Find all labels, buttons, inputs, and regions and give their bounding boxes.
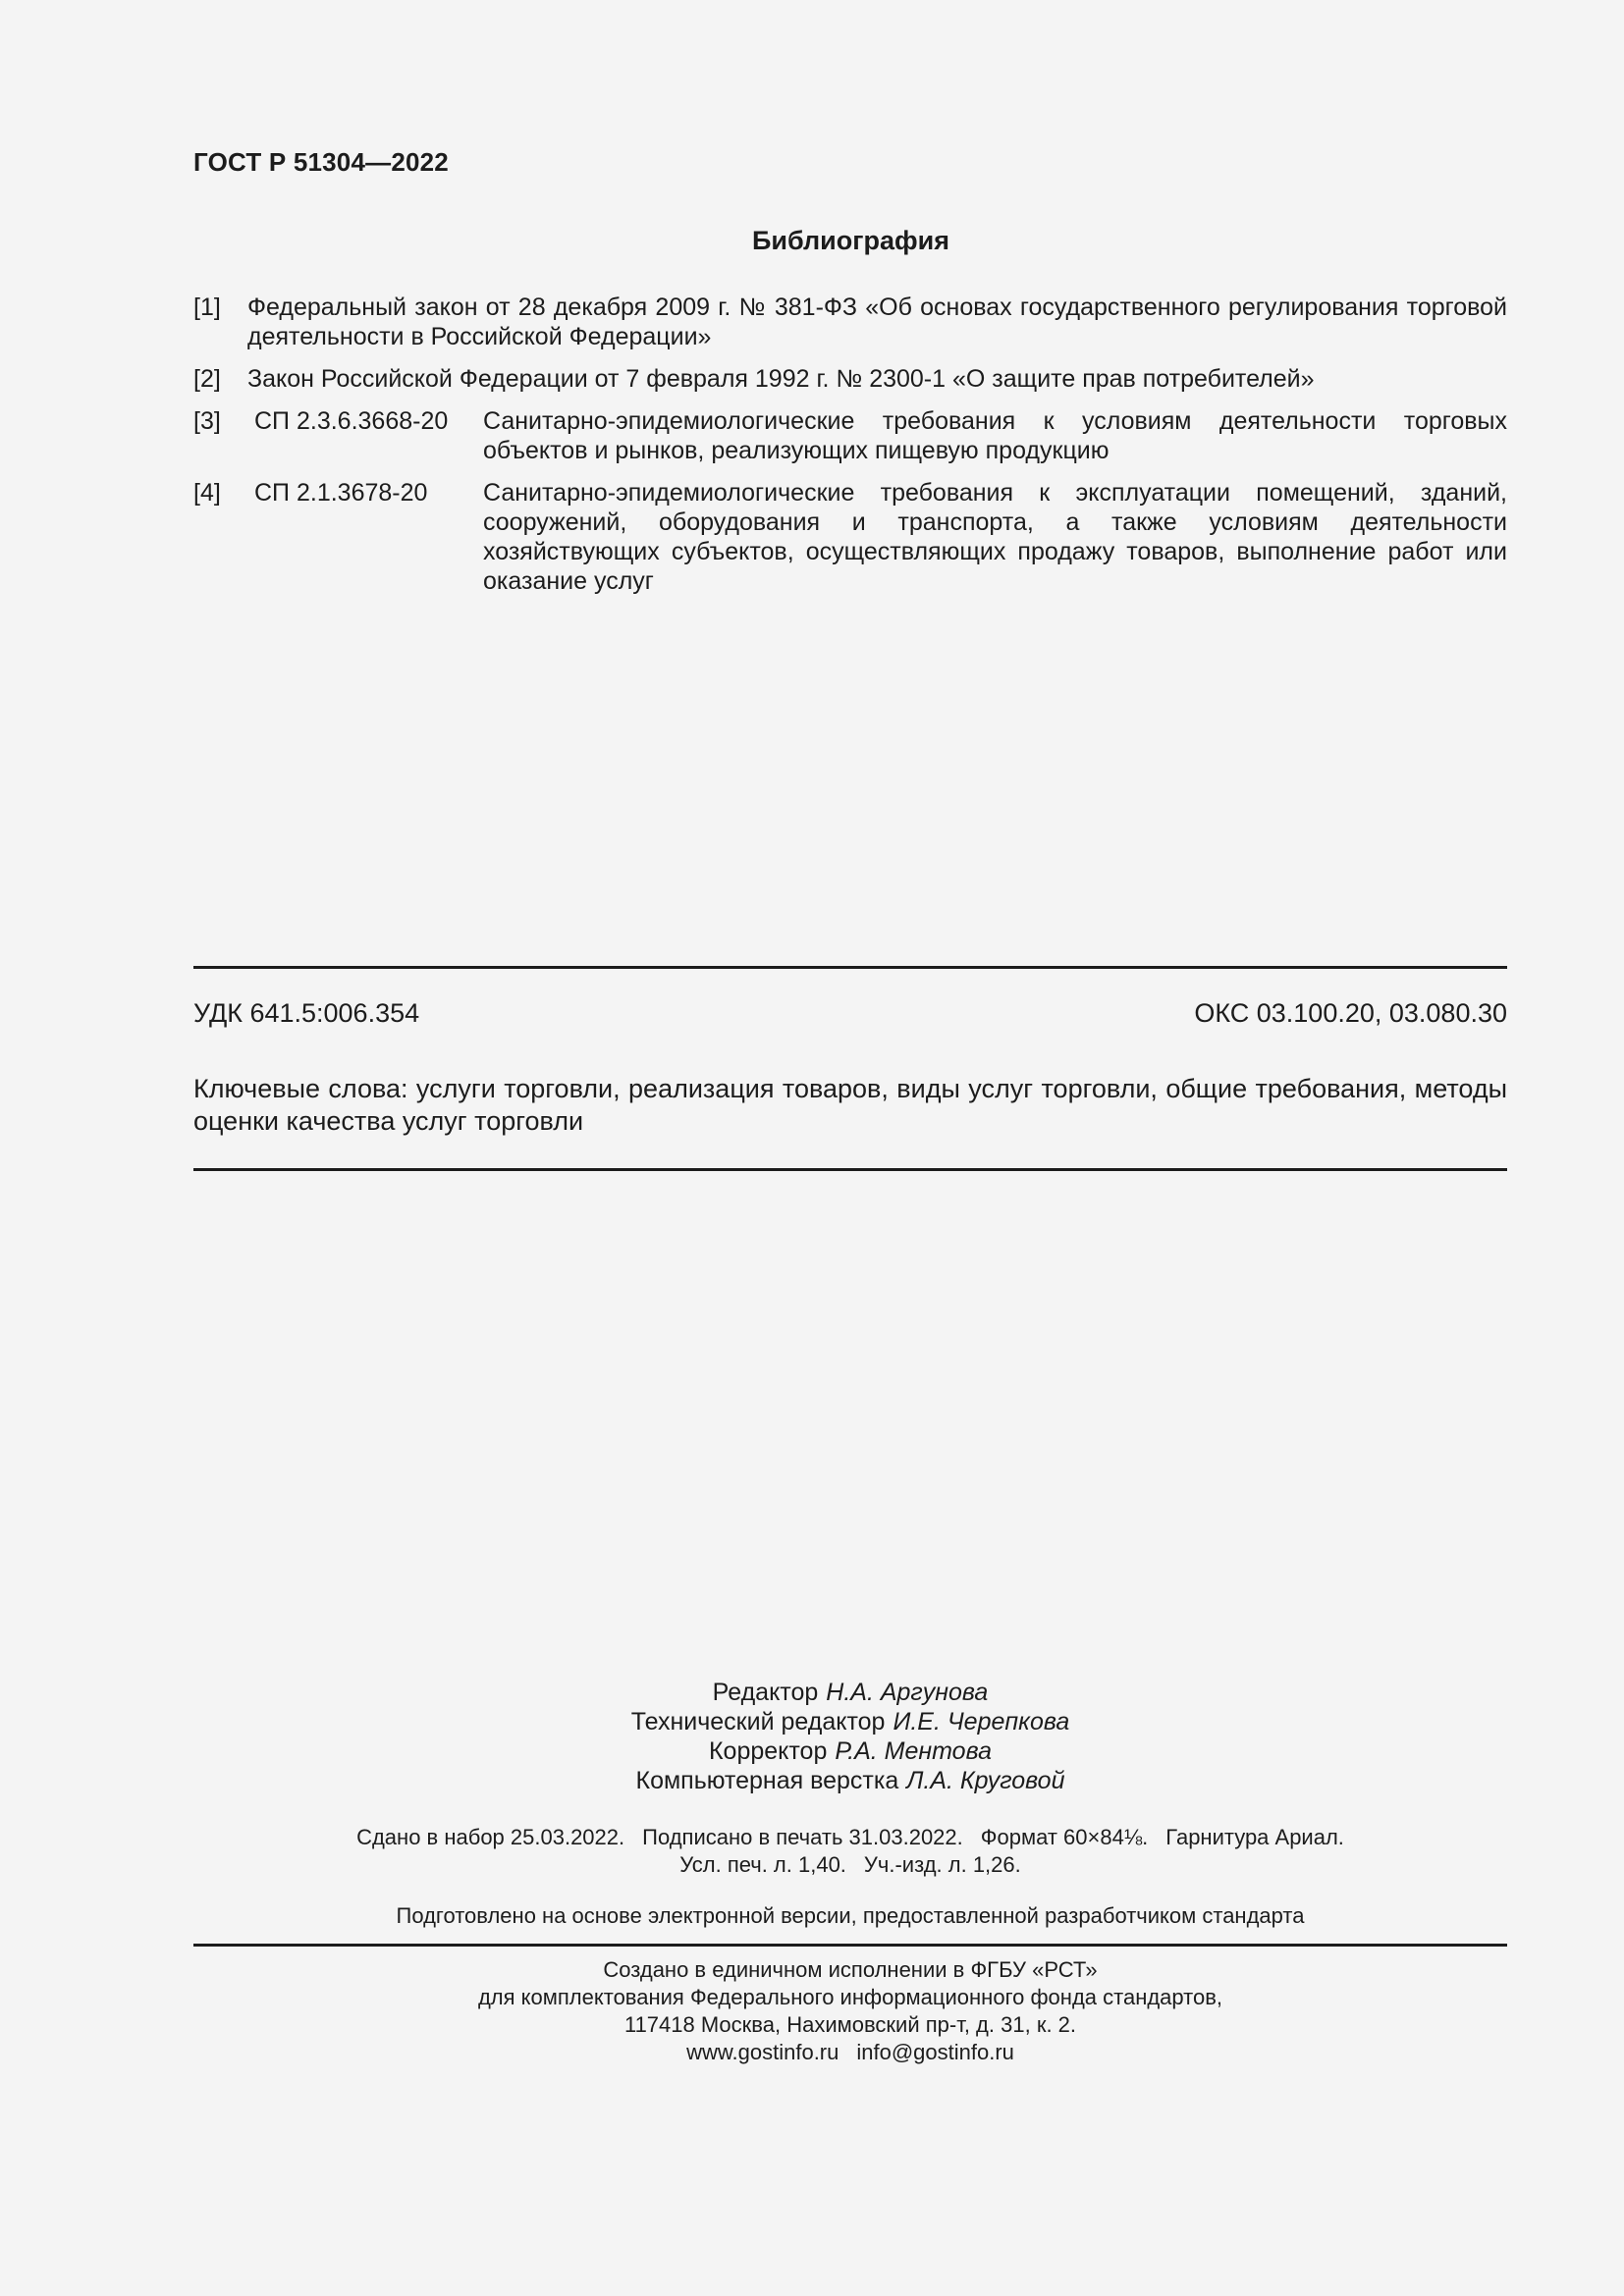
ref-number: [3] — [193, 407, 221, 435]
imprint-print-sheets: Усл. печ. л. 1,40. — [679, 1852, 846, 1877]
ref-text: Санитарно-эпидемиологические требования к эксплуатации помещений, зданий, сооружений, оборудования и транспорта, а также условиям деятельности хозяйствующих субъектов, осуществляющих продажу товаров, выполнение работ или оказание услуг — [483, 479, 1507, 595]
credit-role: Редактор — [712, 1679, 819, 1706]
imprint-signed: Подписано в печать 31.03.2022. — [642, 1825, 963, 1849]
imprint-format: Формат 60×84⅛. — [980, 1825, 1149, 1849]
ref-number: [1] — [193, 294, 221, 321]
imprint-line-2 — [193, 1851, 1507, 1879]
bibliography-item — [193, 364, 1507, 394]
oks-code: ОКС 03.100.20, 03.080.30 — [1194, 998, 1507, 1028]
document-id: ГОСТ Р 51304—2022 — [193, 147, 449, 177]
footer-line-2: для комплектования Федерального информационного фонда стандартов, — [477, 1985, 1223, 2009]
credit-role: Технический редактор — [630, 1708, 886, 1735]
credit-line — [193, 1707, 1507, 1736]
ref-number: [4] — [193, 479, 221, 507]
ref-text: Федеральный закон от 28 декабря 2009 г. № 381-ФЗ «Об основах государственного регулирования торговой деятельности в Российской Федерации» — [247, 294, 1507, 350]
ref-code: СП 2.3.6.3668-20 — [254, 407, 449, 435]
credit-line — [193, 1678, 1507, 1707]
website-link[interactable]: www.gostinfo.ru — [686, 2040, 839, 2064]
credit-role: Компьютерная верстка — [635, 1767, 899, 1794]
credit-name: Н.А. Аргунова — [826, 1679, 989, 1706]
imprint-submitted: Сдано в набор 25.03.2022. — [356, 1825, 625, 1849]
divider-top — [193, 966, 1507, 969]
divider-keywords — [193, 1168, 1507, 1171]
keywords: Ключевые слова: услуги торговли, реализация товаров, виды услуг торговли, общие требования, методы оценки качества услуг торговли — [193, 1074, 1507, 1136]
publisher-footer — [193, 1956, 1507, 2066]
bibliography-item — [193, 478, 1507, 596]
ref-text: Закон Российской Федерации от 7 февраля 1992 г. № 2300-1 «О защите прав потребителей» — [247, 365, 1315, 393]
bibliography-title: Библиография — [752, 226, 949, 255]
bibliography-list — [193, 293, 1507, 609]
ref-number: [2] — [193, 365, 221, 393]
prepared-note: Подготовлено на основе электронной версии, предоставленной разработчиком стандарта — [396, 1903, 1305, 1928]
credit-name: И.Е. Черепкова — [893, 1708, 1070, 1735]
footer-line-1: Создано в единичном исполнении в ФГБУ «РСТ» — [603, 1957, 1098, 1982]
udk-code: УДК 641.5:006.354 — [193, 998, 420, 1028]
footer-line-3: 117418 Москва, Нахимовский пр-т, д. 31, к. 2. — [623, 2012, 1077, 2037]
bibliography-item — [193, 293, 1507, 351]
credit-line — [193, 1766, 1507, 1795]
classification-row — [193, 998, 1507, 1029]
ref-code: СП 2.1.3678-20 — [254, 479, 428, 507]
email-link[interactable]: info@gostinfo.ru — [856, 2040, 1014, 2064]
imprint-publ-sheets: Уч.-изд. л. 1,26. — [863, 1852, 1021, 1877]
imprint-typeface: Гарнитура Ариал. — [1165, 1825, 1344, 1849]
credit-role: Корректор — [708, 1737, 828, 1765]
ref-text: Санитарно-эпидемиологические требования к условиям деятельности торговых объектов и рынков, реализующих пищевую продукцию — [483, 407, 1507, 464]
imprint-line-1 — [193, 1824, 1507, 1851]
imprint-block — [193, 1824, 1507, 1879]
footer-contacts — [193, 2039, 1507, 2066]
credits-block — [193, 1678, 1507, 1795]
bibliography-item — [193, 406, 1507, 465]
credit-line — [193, 1736, 1507, 1766]
credit-name: Р.А. Ментова — [835, 1737, 992, 1765]
credit-name: Л.А. Круговой — [906, 1767, 1065, 1794]
divider-footer — [193, 1944, 1507, 1947]
